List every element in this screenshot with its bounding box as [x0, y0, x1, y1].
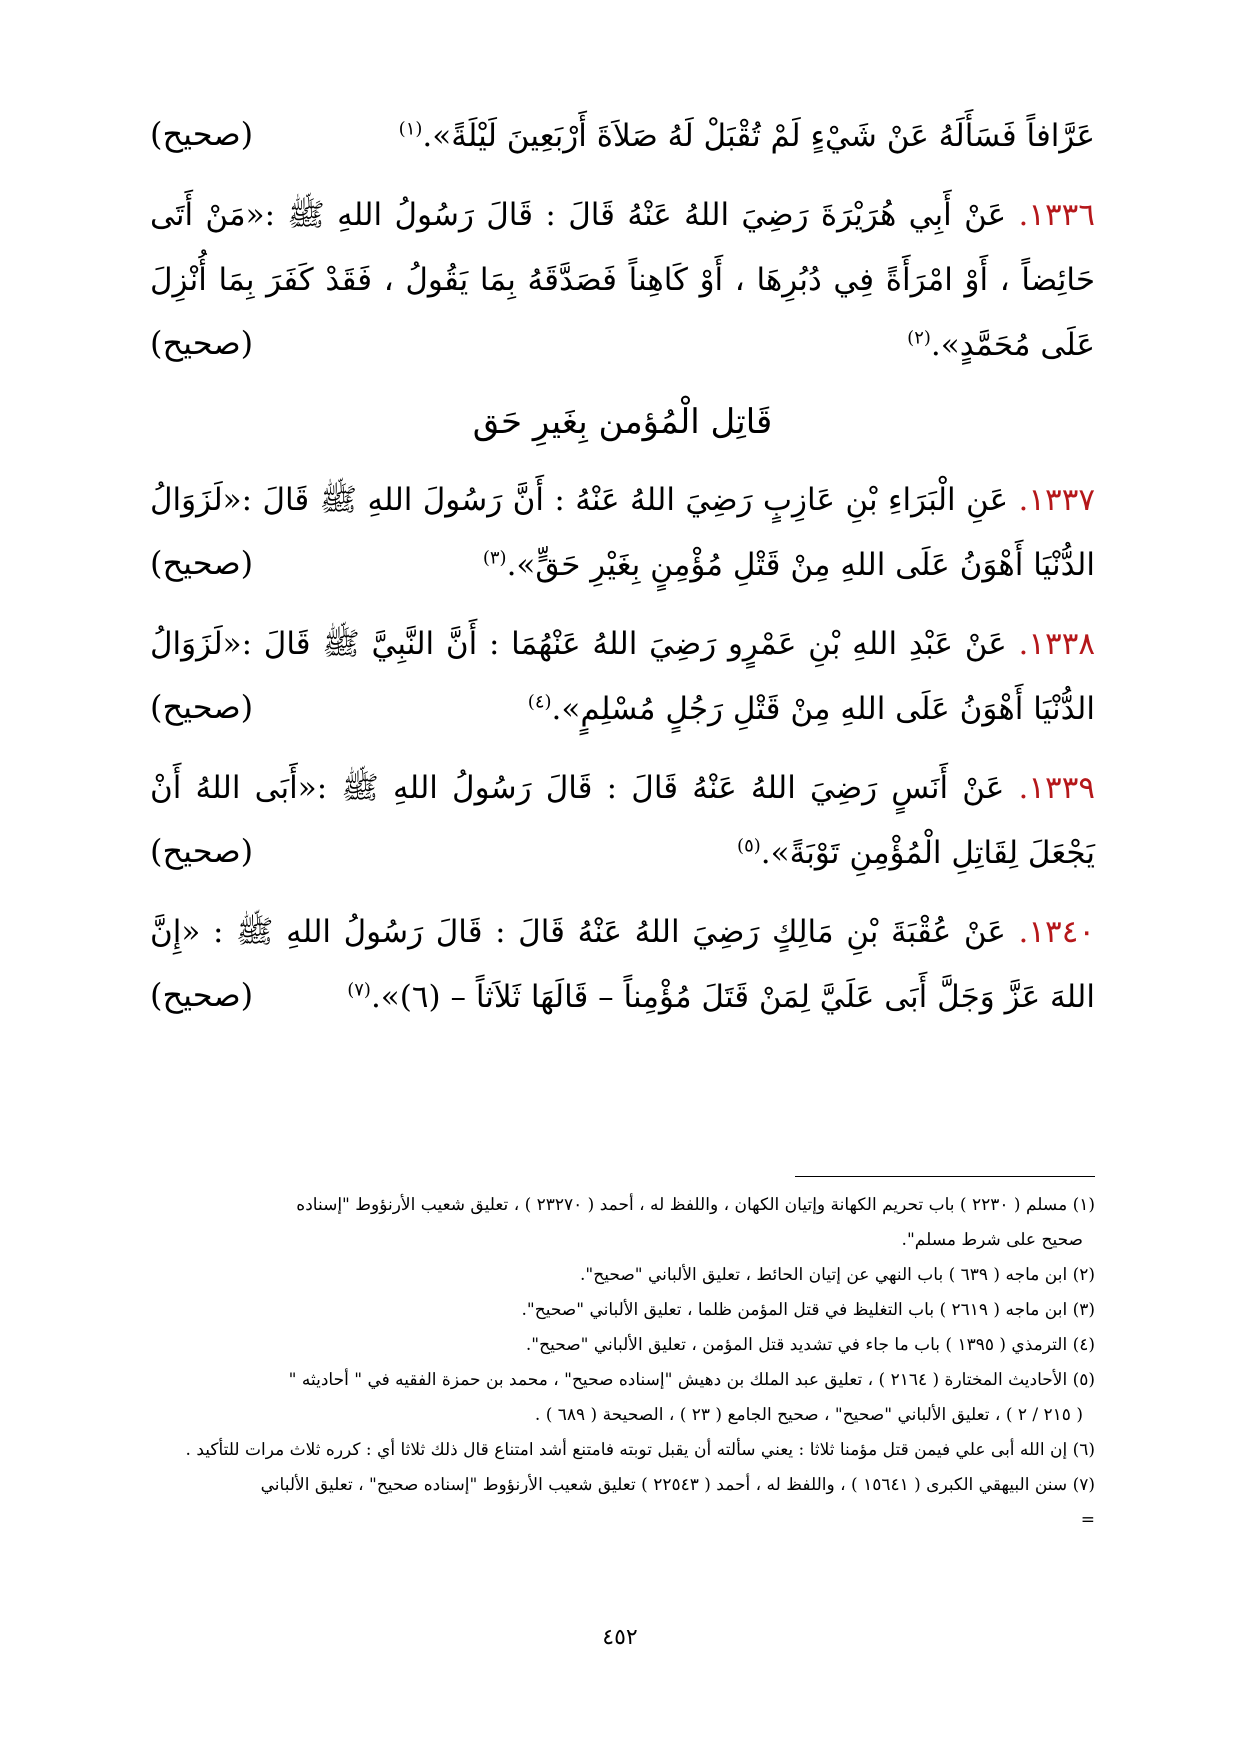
hadith-number: ١٣٣٧.: [1018, 482, 1095, 518]
footnote-3: (٣) ابن ماجه ( ٢٦١٩ ) باب التغليظ في قتل المؤمن ظلما ، تعليق الألباني "صحيح".: [521, 1300, 1095, 1320]
footnote-ref: (٧): [347, 979, 371, 1001]
footnote-ref: (٤): [527, 691, 552, 713]
hadith-text: عَنْ عَبْدِ اللهِ بْنِ عَمْرٍو رَضِيَ اللهُ عَنْهُمَا : أَنَّ النَّبِيَّ ﷺ قَالَ :«لَزَوَالُ الدُّنْيَا أَهْوَنُ عَلَى اللهِ مِنْ قَتْلِ رَجُلٍ مُسْلِمٍ».: [150, 626, 1095, 727]
hadith-continuation: [150, 104, 1095, 169]
hadith-text: عَنْ عُقْبَةَ بْنِ مَالِكٍ رَضِيَ اللهُ عَنْهُ قَالَ : قَالَ رَسُولُ اللهِ ﷺ : «إِنَّ اللهَ عَزَّ وَجَلَّ أَبَى عَلَيَّ لِمَنْ قَتَلَ مُؤْمِناً – قَالَهَا ثَلاَثاً – (٦)».: [150, 914, 1095, 1015]
hadith-1337: [150, 468, 1095, 598]
hadith-number: ١٣٣٦.: [1018, 197, 1095, 233]
page-number: ٤٥٢: [602, 1625, 638, 1650]
hadith-1340: [150, 900, 1095, 1030]
grade-label: (صحيح): [150, 324, 254, 362]
footnote-ref: (٥): [737, 835, 761, 857]
hadith-text: عَنْ أَنَسٍ رَضِيَ اللهُ عَنْهُ قَالَ : قَالَ رَسُولُ اللهِ ﷺ :«أَبَى اللهُ أَنْ يَجْعَلَ لِقَاتِلِ الْمُؤْمِنِ تَوْبَةً».: [150, 770, 1095, 871]
hadith-number: ١٣٣٨.: [1018, 626, 1096, 662]
footnote-4: (٤) الترمذي ( ١٣٩٥ ) باب ما جاء في تشديد قتل المؤمن ، تعليق الألباني "صحيح".: [525, 1335, 1095, 1355]
hadith-text: عَنْ أَبِي هُرَيْرَةَ رَضِيَ اللهُ عَنْهُ قَالَ : قَالَ رَسُولُ اللهِ ﷺ :«مَنْ أَتَى حَائِضاً ، أَوْ امْرَأَةً فِي دُبُرِهَا ، أَوْ كَاهِناً فَصَدَّقَهُ بِمَا يَقُولُ ، فَقَدْ كَفَرَ بِمَا أُنْزِلَ عَلَى مُحَمَّدٍ».: [150, 197, 1095, 363]
hadith-1336: [150, 183, 1095, 378]
grade-label: (صحيح): [150, 688, 254, 726]
grade-label: (صحيح): [150, 115, 254, 153]
footnote-7-continued: =: [1080, 1510, 1095, 1530]
hadith-1339: [150, 756, 1095, 886]
hadith-number: ١٣٣٩.: [1018, 770, 1095, 806]
hadith-text: عَنِ الْبَرَاءِ بْنِ عَازِبٍ رَضِيَ اللهُ عَنْهُ : أَنَّ رَسُولَ اللهِ ﷺ قَالَ :«لَزَوَالُ الدُّنْيَا أَهْوَنُ عَلَى اللهِ مِنْ قَتْلِ مُؤْمِنٍ بِغَيْرِ حَقٍّ».: [150, 482, 1095, 583]
footnote-divider: [795, 1176, 1095, 1177]
footnote-1: (١) مسلم ( ٢٢٣٠ ) باب تحريم الكهانة وإتيان الكهان ، واللفظ له ، أحمد ( ٢٣٢٧٠ ) ، تعليق شعيب الأرنؤوط "إسناده: [296, 1195, 1095, 1215]
hadith-1338: [150, 612, 1095, 742]
footnote-ref: (٣): [482, 547, 507, 569]
section-heading: قَاتِل الْمُؤمن بِغَيرِ حَق: [472, 402, 773, 442]
footnote-ref: (١): [398, 118, 423, 140]
footnote-1-continued: صحيح على شرط مسلم".: [901, 1230, 1083, 1250]
grade-label: (صحيح): [150, 832, 254, 870]
hadith-text: عَرَّافاً فَسَأَلَهُ عَنْ شَيْءٍ لَمْ تُقْبَلْ لَهُ صَلاَةَ أَرْبَعِينَ لَيْلَةً».: [422, 118, 1095, 154]
footnote-6: (٦) إن الله أبى علي فيمن قتل مؤمنا ثلاثا : يعني سألته أن يقبل توبته فامتنع أشد امتناع قال ذلك ثلاثا أي : كرره ثلاث مرات للتأكيد .: [185, 1440, 1095, 1460]
main-text: [150, 104, 1095, 1044]
footnote-5-continued: ( ٢١٥ / ٢ ) ، تعليق الألباني "صحيح" ، صحيح الجامع ( ٢٣ ) ، الصحيحة ( ٦٨٩ ) .: [534, 1405, 1083, 1425]
footnote-2: (٢) ابن ماجه ( ٦٣٩ ) باب النهي عن إتيان الحائط ، تعليق الألباني "صحيح".: [580, 1265, 1095, 1285]
footnote-7: (٧) سنن البيهقي الكبرى ( ١٥٦٤١ ) ، واللفظ له ، أحمد ( ٢٢٥٤٣ ) تعليق شعيب الأرنؤوط "إسناده صحيح" ، تعليق الألباني: [260, 1475, 1095, 1495]
footnotes: [150, 1188, 1095, 1538]
grade-label: (صحيح): [150, 544, 254, 582]
grade-label: (صحيح): [150, 976, 254, 1014]
footnote-ref: (٢): [907, 327, 931, 349]
hadith-number: ١٣٤٠.: [1018, 914, 1096, 950]
footnote-5: (٥) الأحاديث المختارة ( ٢١٦٤ ) ، تعليق عبد الملك بن دهيش "إسناده صحيح" ، محمد بن حمزة الفقيه في " أحاديثه ": [288, 1370, 1095, 1390]
